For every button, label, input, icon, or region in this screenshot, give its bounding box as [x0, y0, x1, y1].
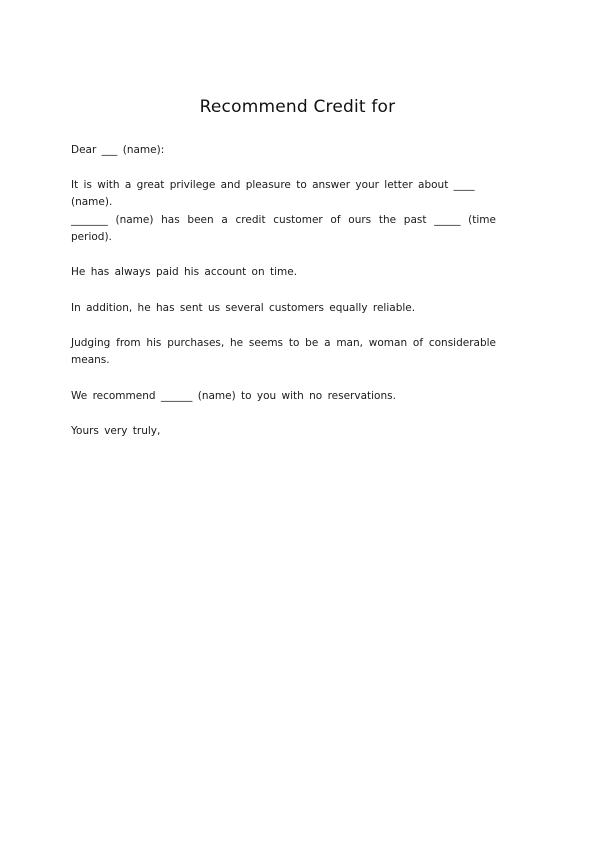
closing: Yours very truly,: [71, 425, 161, 437]
paragraph-purchases: Judging from his purchases, he seems to be a man, woman of considerable means.: [71, 337, 496, 366]
document-title: Recommend Credit for: [199, 97, 396, 117]
paragraph-credit-customer: _______ (name) has been a credit customer of ours the past _____ (time period).: [71, 214, 496, 243]
salutation: Dear ___ (name):: [71, 144, 165, 156]
paragraph-recommendation: We recommend ______ (name) to you with no reservations.: [71, 390, 396, 402]
paragraph-referrals: In addition, he has sent us several customers equally reliable.: [71, 302, 416, 314]
paragraph-paid-on-time: He has always paid his account on time.: [71, 266, 298, 278]
paragraph-privilege: It is with a great privilege and pleasure to answer your letter about ____ (name).: [71, 179, 475, 208]
